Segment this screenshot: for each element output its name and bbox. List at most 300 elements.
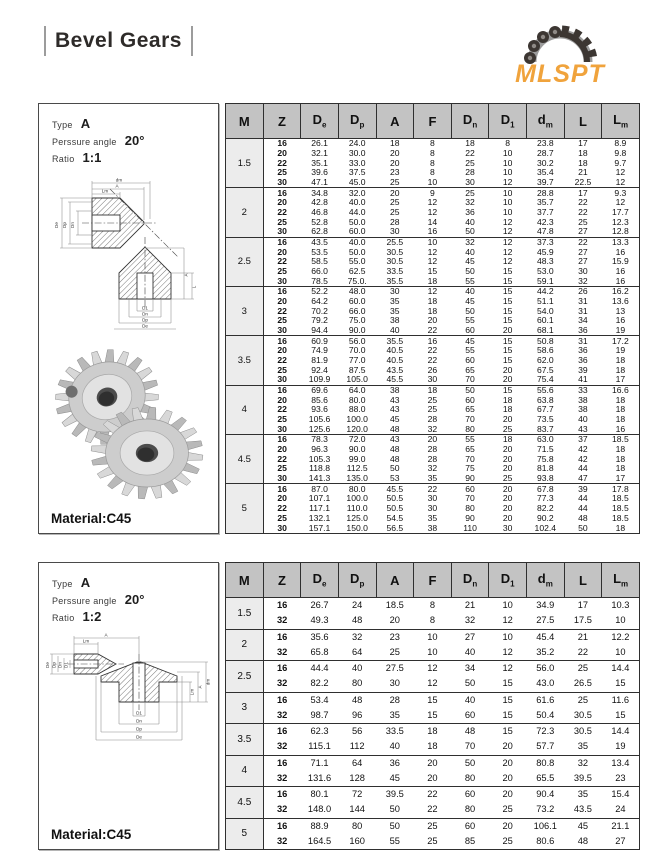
table-cell: 50 bbox=[451, 385, 489, 395]
table-cell: 20 bbox=[502, 512, 513, 523]
table-cell: 32 bbox=[277, 678, 288, 689]
table-cell: 13 bbox=[615, 305, 626, 316]
pressure-angle-label: Perssure angle bbox=[52, 137, 117, 147]
module-cell: 3 bbox=[226, 692, 264, 724]
table-cell: 96.3 bbox=[311, 444, 328, 455]
table-cell: 71.1 bbox=[301, 755, 339, 771]
dim-label: De bbox=[141, 323, 148, 329]
column-header-dn: $D_n$ bbox=[451, 104, 489, 139]
table-cell: 30 bbox=[465, 177, 475, 187]
table-cell: 25 bbox=[414, 818, 452, 834]
table-cell: 30.5 bbox=[386, 256, 404, 267]
table-cell: 18 bbox=[615, 414, 626, 425]
bevel-gear-drawing-1-1 bbox=[44, 171, 214, 331]
table-cell: 20 bbox=[277, 345, 287, 356]
table-cell: 35 bbox=[564, 787, 602, 803]
table-cell: 13.6 bbox=[612, 296, 629, 307]
table-cell: 54.0 bbox=[536, 305, 554, 316]
table-cell: 28 bbox=[390, 216, 400, 227]
table-cell: 60 bbox=[465, 325, 475, 336]
table-cell: 125.0 bbox=[346, 512, 368, 523]
table-cell: 18.5 bbox=[376, 598, 414, 614]
table-cell: 12 bbox=[502, 226, 513, 237]
table-cell: 47.8 bbox=[536, 226, 554, 237]
table-cell: 20 bbox=[277, 246, 287, 257]
table-cell: 45 bbox=[564, 818, 602, 834]
table-cell: 15 bbox=[489, 287, 527, 297]
table-cell: 23 bbox=[615, 772, 626, 783]
table-cell: 20 bbox=[389, 615, 400, 626]
table-cell: 28 bbox=[427, 453, 438, 464]
table-cell: 55 bbox=[465, 345, 475, 356]
table-cell: 22 bbox=[277, 453, 287, 464]
table-cell: 20 bbox=[502, 741, 513, 752]
table-cell: 58.5 bbox=[311, 256, 328, 267]
table-cell: 25 bbox=[277, 167, 287, 178]
table-cell: 18 bbox=[427, 275, 438, 286]
dim-label: dm bbox=[205, 678, 210, 686]
table-cell: 10 bbox=[615, 646, 626, 657]
table-cell: 25 bbox=[277, 364, 287, 375]
table-row bbox=[226, 356, 640, 366]
table-cell: 16 bbox=[615, 275, 626, 286]
table-cell: 50 bbox=[465, 226, 475, 237]
table-cell: 40 bbox=[465, 246, 475, 257]
table-cell: 27.5 bbox=[536, 615, 555, 626]
table-cell: 15.4 bbox=[602, 787, 640, 803]
table-cell: 48 bbox=[390, 453, 400, 464]
module-cell: 1.5 bbox=[226, 139, 264, 188]
table-cell: 55 bbox=[451, 435, 489, 445]
table-cell: 128 bbox=[349, 772, 365, 783]
table-cell: 16 bbox=[263, 661, 301, 677]
table-cell: 50.0 bbox=[348, 216, 366, 227]
table-row bbox=[226, 692, 640, 708]
table-cell: 20 bbox=[427, 315, 438, 326]
table-cell: 25 bbox=[502, 835, 513, 846]
table-cell: 60 bbox=[451, 787, 489, 803]
company-logo bbox=[500, 20, 620, 86]
table-cell: 25 bbox=[390, 197, 400, 208]
table-row bbox=[226, 149, 640, 159]
table-cell: 90.0 bbox=[348, 325, 366, 336]
table-cell: 9.3 bbox=[602, 188, 640, 198]
table-cell: 45.5 bbox=[386, 374, 404, 385]
table-cell: 20 bbox=[277, 444, 287, 455]
table-cell: 73.2 bbox=[536, 804, 555, 815]
table-cell: 112 bbox=[349, 741, 365, 752]
module-cell: 4.5 bbox=[226, 787, 264, 819]
table-cell: 21 bbox=[564, 629, 602, 645]
table-cell: 20 bbox=[489, 787, 527, 803]
table-cell: 16 bbox=[263, 435, 301, 445]
table-cell: 30 bbox=[277, 226, 287, 237]
table-cell: 80.0 bbox=[338, 484, 376, 494]
table-cell: 36 bbox=[578, 355, 588, 366]
table-cell: 10 bbox=[489, 629, 527, 645]
table-cell: 12 bbox=[615, 197, 626, 208]
column-header-a: A bbox=[376, 563, 414, 598]
table-cell: 38 bbox=[578, 404, 588, 415]
table-cell: 39.7 bbox=[536, 177, 554, 187]
table-cell: 25 bbox=[427, 394, 438, 405]
table-cell: 14 bbox=[427, 216, 438, 227]
table-cell: 15 bbox=[615, 678, 626, 689]
table-cell: 25 bbox=[277, 463, 287, 474]
table-cell: 16 bbox=[427, 226, 438, 237]
table-cell: 22 bbox=[414, 787, 452, 803]
table-cell: 16 bbox=[414, 336, 452, 346]
table-cell: 75.4 bbox=[536, 374, 554, 385]
table-cell: 10 bbox=[502, 157, 513, 168]
table-cell: 28.7 bbox=[536, 148, 554, 159]
table-cell: 105.3 bbox=[308, 453, 331, 464]
table-cell: 16 bbox=[263, 598, 301, 614]
table-cell: 33 bbox=[564, 385, 602, 395]
table-cell: 22 bbox=[414, 484, 452, 494]
table-row bbox=[226, 326, 640, 336]
table-cell: 52.8 bbox=[311, 216, 328, 227]
table-cell: 55 bbox=[465, 275, 475, 286]
table-cell: 80 bbox=[465, 423, 475, 434]
table-cell: 87.0 bbox=[301, 484, 339, 494]
table-cell: 25 bbox=[502, 473, 513, 484]
table-cell: 40 bbox=[465, 216, 475, 227]
table-cell: 118.8 bbox=[309, 463, 330, 474]
table-cell: 48 bbox=[451, 724, 489, 740]
table-cell: 12 bbox=[427, 246, 438, 257]
table-cell: 60.9 bbox=[301, 336, 339, 346]
table-cell: 20 bbox=[277, 493, 287, 504]
table-cell: 75.0. bbox=[347, 275, 367, 286]
table-cell: 20 bbox=[502, 414, 513, 425]
table-cell: 34.9 bbox=[527, 598, 565, 614]
table-cell: 17 bbox=[615, 473, 626, 484]
table-cell: 15 bbox=[502, 305, 513, 316]
table-cell: 27 bbox=[578, 256, 588, 267]
table-cell: 82.2 bbox=[310, 678, 329, 689]
table-row bbox=[226, 504, 640, 514]
table-cell: 18 bbox=[489, 435, 527, 445]
table-cell: 15 bbox=[489, 336, 527, 346]
table-cell: 17.7 bbox=[612, 207, 629, 218]
table-cell: 70 bbox=[465, 414, 475, 425]
table-cell: 50.4 bbox=[536, 709, 555, 720]
module-cell: 4 bbox=[226, 385, 264, 434]
table-cell: 18 bbox=[615, 355, 626, 366]
table-cell: 20 bbox=[502, 463, 513, 474]
table-cell: 87.5 bbox=[348, 364, 366, 375]
table-cell: 50 bbox=[390, 463, 400, 474]
table-cell: 25 bbox=[277, 414, 287, 425]
table-row bbox=[226, 267, 640, 277]
table-cell: 12 bbox=[615, 167, 626, 178]
table-cell: 25 bbox=[564, 661, 602, 677]
table-cell: 105.0 bbox=[346, 374, 368, 385]
table-cell: 44 bbox=[578, 503, 588, 514]
module-cell: 4 bbox=[226, 755, 264, 787]
column-header-de: $D_e$ bbox=[301, 104, 339, 139]
table-cell: 27 bbox=[578, 226, 588, 237]
table-cell: 17 bbox=[564, 598, 602, 614]
table-cell: 25 bbox=[390, 207, 400, 218]
table-row bbox=[226, 771, 640, 787]
table-cell: 60 bbox=[465, 355, 475, 366]
table-cell: 88.0 bbox=[348, 404, 366, 415]
table-cell: 17 bbox=[615, 374, 626, 385]
table-cell: 20 bbox=[502, 364, 513, 375]
table-cell: 80.1 bbox=[301, 787, 339, 803]
table-cell: 135.0 bbox=[346, 473, 368, 484]
table-cell: 20 bbox=[489, 484, 527, 494]
table-cell: 42 bbox=[578, 444, 588, 455]
table-cell: 49.3 bbox=[310, 615, 329, 626]
table-cell: 12 bbox=[427, 197, 438, 208]
table-cell: 45.4 bbox=[527, 629, 565, 645]
table-cell: 18 bbox=[578, 148, 588, 159]
table-cell: 38 bbox=[427, 522, 438, 533]
table-cell: 18 bbox=[615, 522, 626, 533]
table-cell: 70 bbox=[465, 453, 475, 464]
table-cell: 36 bbox=[578, 345, 588, 356]
table-cell: 35 bbox=[390, 296, 400, 307]
table-row bbox=[226, 178, 640, 188]
table-cell: 16 bbox=[263, 724, 301, 740]
table-cell: 14.4 bbox=[602, 724, 640, 740]
dim-label: De bbox=[53, 222, 59, 228]
table-cell: 15 bbox=[489, 692, 527, 708]
dim-label: Lm bbox=[189, 688, 194, 696]
table-cell: 20 bbox=[489, 755, 527, 771]
table-cell: 35.1 bbox=[311, 157, 328, 168]
table-cell: 18 bbox=[427, 741, 438, 752]
table-cell: 20 bbox=[390, 157, 400, 168]
table-cell: 25 bbox=[465, 157, 475, 168]
table-cell: 35.7 bbox=[536, 197, 554, 208]
table-cell: 30 bbox=[427, 493, 438, 504]
table-cell: 35.5 bbox=[376, 336, 414, 346]
dim-label: A bbox=[103, 632, 108, 638]
table-row bbox=[226, 676, 640, 692]
table-cell: 44.4 bbox=[301, 661, 339, 677]
table-cell: 42 bbox=[578, 453, 588, 464]
module-cell: 3 bbox=[226, 287, 264, 336]
table-cell: 47.1 bbox=[311, 177, 328, 187]
module-cell: 5 bbox=[226, 484, 264, 534]
page-title: Bevel Gears bbox=[55, 29, 182, 52]
table-cell: 18 bbox=[615, 444, 626, 455]
table-cell: 16 bbox=[263, 385, 301, 395]
table-header-row bbox=[226, 563, 640, 598]
table-row bbox=[226, 415, 640, 425]
table-cell: 36 bbox=[465, 207, 475, 218]
table-cell: 150.0 bbox=[346, 522, 368, 533]
table-cell: 12 bbox=[427, 256, 438, 267]
table-cell: 12 bbox=[502, 246, 513, 257]
module-cell: 3.5 bbox=[226, 336, 264, 385]
table-cell: 9.7 bbox=[614, 157, 627, 168]
table-cell: 148.0 bbox=[307, 804, 332, 815]
table-cell: 16 bbox=[615, 423, 626, 434]
gear-table-ratio-1-2 bbox=[225, 562, 640, 850]
title-rule-left bbox=[44, 26, 46, 56]
table-cell: 16 bbox=[615, 266, 626, 277]
table-cell: 12 bbox=[502, 256, 513, 267]
table-cell: 20 bbox=[502, 772, 513, 783]
table-cell: 22.5 bbox=[574, 177, 592, 187]
table-cell: 40.5 bbox=[386, 345, 404, 356]
table-cell: 33.0 bbox=[348, 157, 366, 168]
table-cell: 17.5 bbox=[573, 615, 592, 626]
table-cell: 12 bbox=[502, 615, 513, 626]
dim-label: Lm bbox=[101, 188, 108, 194]
table-cell: 16 bbox=[263, 787, 301, 803]
table-cell: 18 bbox=[414, 724, 452, 740]
table-cell: 60.1 bbox=[536, 315, 554, 326]
table-cell: 22 bbox=[427, 355, 438, 366]
table-cell: 80 bbox=[464, 772, 476, 783]
table-cell: 79.2 bbox=[311, 315, 328, 326]
table-cell: 16.2 bbox=[602, 287, 640, 297]
table-row bbox=[226, 787, 640, 803]
table-row bbox=[226, 834, 640, 850]
table-cell: 32 bbox=[464, 615, 476, 626]
column-header-l: L bbox=[564, 104, 602, 139]
dim-label: De bbox=[135, 734, 142, 740]
table-cell: 20 bbox=[502, 503, 513, 514]
table-cell: 12 bbox=[489, 237, 527, 247]
table-row bbox=[226, 629, 640, 645]
spec-panel-ratio-1-1 bbox=[38, 103, 219, 534]
dim-label: D1 bbox=[63, 662, 68, 668]
table-cell: 48 bbox=[352, 615, 363, 626]
table-cell: 112.5 bbox=[346, 463, 368, 474]
table-cell: 72.0 bbox=[338, 435, 376, 445]
table-cell: 22 bbox=[277, 207, 287, 218]
table-cell: 107.1 bbox=[308, 493, 331, 504]
table-cell: 27 bbox=[578, 246, 588, 257]
table-cell: 25 bbox=[277, 315, 287, 326]
table-cell: 38 bbox=[376, 385, 414, 395]
table-cell: 57.7 bbox=[536, 741, 555, 752]
table-cell: 12 bbox=[502, 646, 513, 657]
table-cell: 90 bbox=[465, 473, 475, 484]
table-cell: 14.4 bbox=[602, 661, 640, 677]
table-cell: 8 bbox=[489, 139, 527, 149]
table-cell: 20 bbox=[376, 188, 414, 198]
table-cell: 13.3 bbox=[602, 237, 640, 247]
title-rule-right bbox=[191, 26, 193, 56]
table-cell: 8 bbox=[430, 167, 435, 178]
table-cell: 26.7 bbox=[301, 598, 339, 614]
table-cell: 19 bbox=[615, 741, 626, 752]
table-cell: 62.0 bbox=[536, 355, 554, 366]
table-cell: 43 bbox=[390, 394, 400, 405]
table-cell: 41 bbox=[578, 374, 588, 385]
column-header-dm: $d_m$ bbox=[527, 563, 565, 598]
table-cell: 24.0 bbox=[338, 139, 376, 149]
table-cell: 40.5 bbox=[386, 355, 404, 366]
table-cell: 16 bbox=[263, 818, 301, 834]
table-cell: 16 bbox=[263, 237, 301, 247]
table-cell: 85 bbox=[464, 835, 476, 846]
table-cell: 93.6 bbox=[311, 404, 328, 415]
table-cell: 17.8 bbox=[602, 484, 640, 494]
table-cell: 10 bbox=[502, 197, 513, 208]
table-cell: 16 bbox=[615, 246, 626, 257]
table-row bbox=[226, 802, 640, 818]
table-cell: 100.0 bbox=[346, 493, 368, 504]
table-cell: 78.5 bbox=[311, 275, 328, 286]
dim-label: L bbox=[191, 285, 196, 289]
table-cell: 32.1 bbox=[311, 148, 328, 159]
table-cell: 15 bbox=[502, 315, 513, 326]
column-header-d1: $D_1$ bbox=[489, 563, 527, 598]
table-cell: 48.0 bbox=[338, 287, 376, 297]
table-cell: 69.6 bbox=[301, 385, 339, 395]
table-cell: 18 bbox=[578, 157, 588, 168]
table-cell: 35.4 bbox=[536, 167, 554, 178]
table-header-row bbox=[226, 104, 640, 139]
table-cell: 77.3 bbox=[536, 493, 554, 504]
table-cell: 10 bbox=[427, 646, 438, 657]
table-cell: 70 bbox=[465, 374, 475, 385]
table-cell: 36 bbox=[376, 755, 414, 771]
table-cell: 50.0 bbox=[348, 246, 366, 257]
table-cell: 24 bbox=[615, 804, 626, 815]
table-cell: 28 bbox=[465, 167, 475, 178]
table-row bbox=[226, 276, 640, 286]
table-cell: 72 bbox=[338, 787, 376, 803]
table-cell: 30.5 bbox=[573, 709, 592, 720]
table-cell: 51.1 bbox=[536, 296, 554, 307]
table-cell: 27 bbox=[615, 835, 626, 846]
table-cell: 8 bbox=[430, 157, 435, 168]
table-cell: 27.5 bbox=[376, 661, 414, 677]
table-cell: 18 bbox=[615, 404, 626, 415]
table-cell: 70 bbox=[464, 741, 476, 752]
table-cell: 12 bbox=[502, 216, 513, 227]
table-cell: 80 bbox=[338, 818, 376, 834]
table-cell: 22 bbox=[578, 207, 588, 218]
table-cell: 70.2 bbox=[311, 305, 328, 316]
table-cell: 131.6 bbox=[307, 772, 332, 783]
column-header-a: A bbox=[376, 104, 414, 139]
table-row bbox=[226, 523, 640, 533]
table-cell: 25 bbox=[277, 512, 287, 523]
pressure-angle-value: 20° bbox=[124, 592, 145, 607]
table-cell: 26.5 bbox=[573, 678, 592, 689]
table-row bbox=[226, 739, 640, 755]
table-cell: 32 bbox=[338, 629, 376, 645]
table-row bbox=[226, 755, 640, 771]
table-cell: 80.0 bbox=[348, 394, 366, 405]
table-cell: 15 bbox=[502, 266, 513, 277]
table-cell: 15.9 bbox=[612, 256, 629, 267]
table-cell: 45 bbox=[389, 772, 400, 783]
table-cell: 50 bbox=[464, 678, 476, 689]
table-cell: 15 bbox=[502, 709, 513, 720]
table-cell: 105.6 bbox=[308, 414, 331, 425]
table-cell: 8.9 bbox=[602, 139, 640, 149]
ratio-label: Ratio bbox=[52, 613, 75, 623]
table-cell: 28 bbox=[427, 414, 438, 425]
table-cell: 18 bbox=[615, 453, 626, 464]
table-cell: 25 bbox=[578, 216, 588, 227]
table-cell: 35 bbox=[390, 305, 400, 316]
table-cell: 32 bbox=[451, 237, 489, 247]
table-cell: 15 bbox=[489, 385, 527, 395]
